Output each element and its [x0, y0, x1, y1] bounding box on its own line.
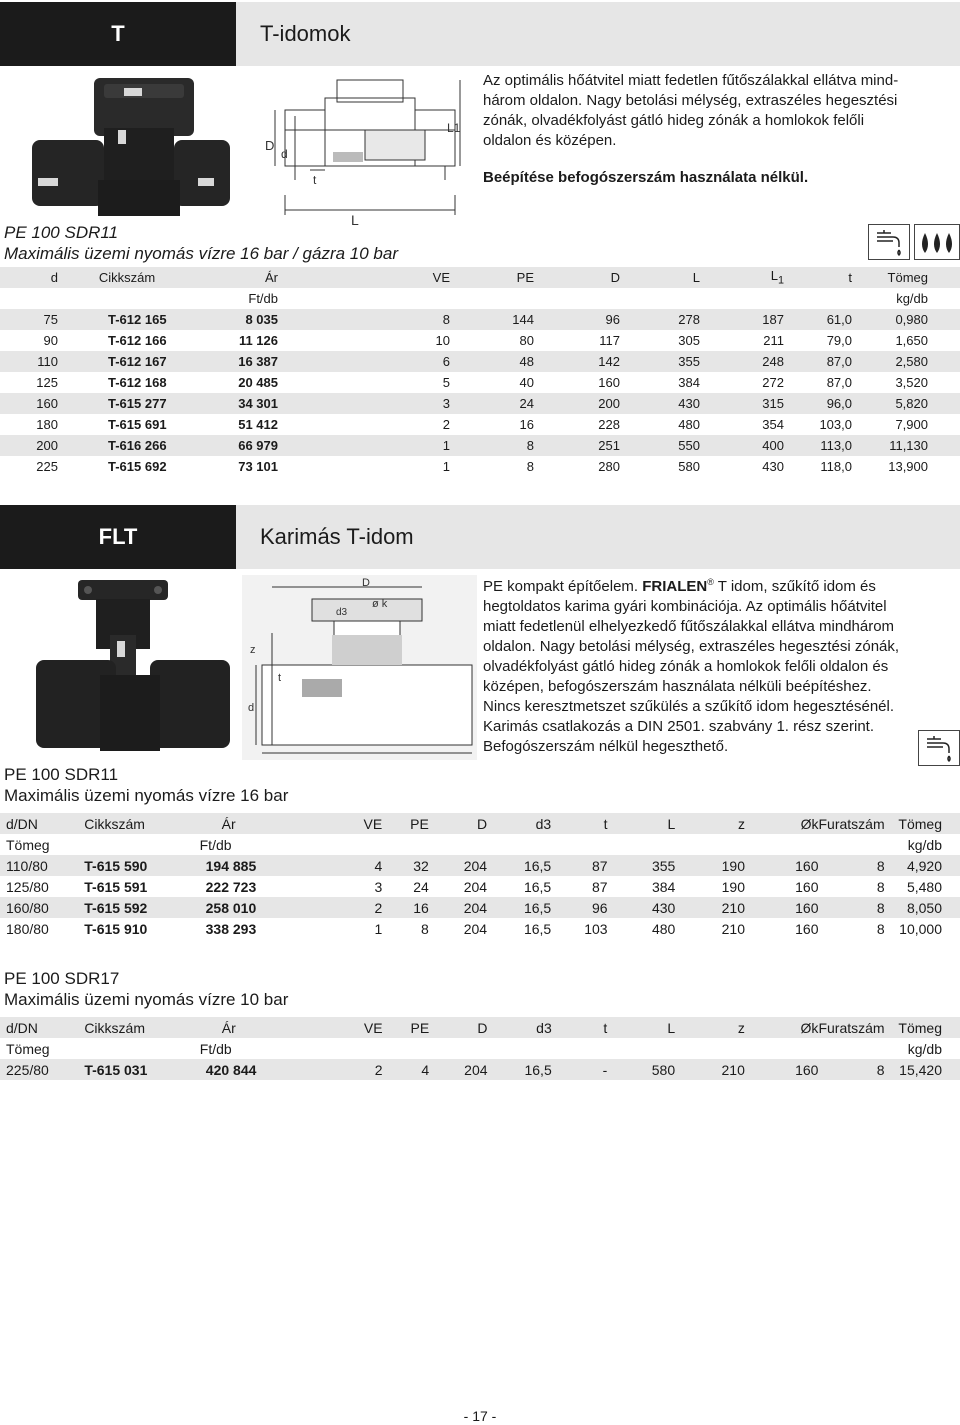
table-cell: 8: [876, 920, 885, 937]
table-cell: 3: [278, 393, 450, 414]
table-cell: 2: [442, 417, 450, 432]
table-header-row: [0, 267, 960, 288]
section-header-flt: [0, 505, 960, 569]
table-cell: 251: [534, 435, 620, 456]
table-cell: T-615 692: [108, 459, 167, 474]
desc-line: oldalon és középen.: [483, 132, 617, 149]
table-cell: 8: [421, 920, 429, 937]
col-header: Furatszám: [818, 1017, 884, 1038]
table-cell: 210: [675, 1059, 745, 1080]
col-header: VE: [319, 813, 383, 834]
table-row: [0, 876, 960, 897]
dim-label-D: D: [362, 577, 370, 589]
col-header: PE: [383, 1017, 430, 1038]
section-code: T: [0, 2, 236, 66]
table-cell: 160: [745, 1059, 819, 1080]
col-header: L: [608, 813, 676, 834]
dim-label-D: D: [265, 138, 275, 153]
col-unit: Ft/db: [199, 1040, 232, 1057]
table-cell: 211: [763, 333, 784, 348]
dim-label-L: L: [351, 212, 359, 228]
installation-note: Beépítése befogószerszám használata nélkül.: [483, 169, 809, 186]
col-header: d3: [488, 1017, 552, 1038]
table-cell: 110/80: [0, 855, 84, 876]
registered-mark: ®: [707, 577, 714, 587]
table-cell: 580: [678, 459, 700, 474]
table-cell: 278: [620, 309, 700, 330]
table-cell: 384: [651, 878, 676, 895]
table-cell: 225: [36, 459, 58, 474]
table-row: [0, 456, 960, 477]
table-cell: 5,480: [906, 878, 942, 895]
table-cell: 480: [651, 920, 676, 937]
table-cell: 228: [598, 417, 620, 432]
table-cell: 11 126: [238, 333, 278, 348]
table-cell: 117: [599, 333, 620, 348]
spec-pressure: Maximális üzemi nyomás vízre 16 bar: [4, 786, 289, 805]
flt-sdr11-table: [0, 813, 960, 939]
table-cell: T-612 167: [68, 351, 186, 372]
table-cell: 73 101: [238, 459, 278, 474]
table-cell: 125/80: [6, 878, 49, 895]
section1-description: [483, 71, 953, 188]
desc-text: PE kompakt építőelem.: [483, 578, 643, 595]
table-cell: 8: [876, 878, 885, 895]
col-header: Tömeg: [885, 813, 960, 834]
table-cell: 87,0: [784, 351, 852, 372]
table-row: [0, 1059, 960, 1080]
table-cell: 210: [675, 897, 745, 918]
col-header: Øk: [745, 1017, 819, 1038]
table-cell: T-612 165: [68, 309, 186, 330]
table-cell: 200: [0, 435, 68, 456]
t-fitting-drawing: [255, 70, 475, 230]
gas-flame-icon: [914, 224, 960, 260]
col-header: d: [0, 267, 68, 288]
col-header: t: [551, 813, 607, 834]
col-header: L: [607, 1017, 675, 1038]
spec-title: [4, 764, 288, 806]
table-cell: T-615 910: [84, 920, 148, 937]
table-cell: 79,0: [826, 333, 852, 348]
desc-line: Az optimális hőátvitel miatt fedetlen fűtőszálakkal ellátva mind-: [483, 72, 899, 89]
table-row: [0, 855, 960, 876]
desc-line: középen, befogószerszám használata nélküli beépítéshez.: [483, 678, 872, 695]
table-cell: 8: [278, 309, 450, 330]
table-cell: 5: [442, 375, 450, 390]
table-cell: 24: [450, 393, 534, 414]
desc-line: olvadékfolyást gátló hideg zónák a homlokok felőli oldalon és: [483, 658, 889, 675]
table-cell: 16: [519, 417, 534, 432]
col-header: Tömeg: [885, 1017, 960, 1038]
table-cell: 160: [745, 897, 818, 918]
table-cell: 13,900: [888, 459, 928, 474]
table-cell: 8: [450, 435, 534, 456]
table-cell: 103: [584, 920, 608, 937]
col-header: D: [429, 1017, 487, 1038]
table-cell: 338 293: [205, 920, 257, 937]
section-title: Karimás T-idom: [260, 524, 414, 549]
table-cell: 103,0: [819, 417, 852, 432]
table-cell: 210: [721, 920, 745, 937]
table-cell: 305: [678, 333, 700, 348]
table-subheader-row: [0, 1038, 960, 1059]
table-cell: 6: [278, 351, 450, 372]
table-cell: 24: [413, 878, 429, 895]
table-cell: 222 723: [205, 878, 257, 895]
table-cell: 180/80: [6, 920, 49, 937]
table-cell: 204: [463, 878, 488, 895]
col-header: t: [552, 1017, 608, 1038]
table-cell: T-612 166: [108, 333, 167, 348]
col-header: VE: [319, 1017, 383, 1038]
flt-fitting-drawing: [242, 575, 477, 760]
table-cell: 225/80: [0, 1059, 84, 1080]
table-cell: 48: [450, 351, 534, 372]
table-cell: 142: [534, 351, 620, 372]
desc-line: három oldalon. Nagy betolási mélység, extraszéles hegesztési: [483, 92, 898, 109]
col-unit: Ft/db: [248, 291, 278, 306]
table-cell: 90: [43, 333, 58, 348]
table-cell: 96: [551, 897, 607, 918]
spec-pressure: Maximális üzemi nyomás vízre 16 bar / gázra 10 bar: [4, 244, 398, 263]
table-cell: 1: [374, 920, 383, 937]
table-cell: 3: [374, 878, 383, 895]
page-number: - 17 -: [463, 1408, 497, 1424]
table-cell: 160: [598, 375, 620, 390]
col-header: Cikkszám: [84, 813, 199, 834]
table-cell: 3,520: [895, 375, 928, 390]
table-cell: T-615 592: [84, 897, 199, 918]
t-fitting-table: [0, 267, 960, 477]
desc-line: Karimás csatlakozás a DIN 2501. szabvány 1. rész szerint.: [483, 718, 874, 735]
spec-sdr: PE 100 SDR17: [4, 969, 120, 988]
water-tap-icon: [918, 730, 960, 766]
table-cell: 355: [608, 855, 676, 876]
table-cell: 8,050: [885, 897, 960, 918]
col-header: L: [620, 267, 700, 288]
table-cell: 87: [551, 855, 607, 876]
spec-sdr: PE 100 SDR11: [4, 765, 119, 784]
table-cell: 194 885: [200, 855, 319, 876]
col-header: d/DN: [0, 813, 84, 834]
table-header-row: [0, 1017, 960, 1038]
table-cell: 430: [762, 459, 784, 474]
col-header: d3: [487, 813, 551, 834]
section-title: T-idomok: [260, 21, 351, 46]
table-row: [0, 372, 960, 393]
table-cell: 580: [607, 1059, 675, 1080]
col-header: Cikkszám: [84, 1017, 199, 1038]
spec-title: [4, 222, 398, 264]
table-cell: 420 844: [200, 1059, 319, 1080]
table-cell: 5,820: [852, 393, 960, 414]
table-cell: 80: [519, 333, 534, 348]
table-row: [0, 897, 960, 918]
table-cell: 160: [745, 855, 818, 876]
table-cell: 144: [450, 309, 534, 330]
table-cell: 160/80: [0, 897, 84, 918]
table-cell: 40: [519, 375, 534, 390]
table-cell: 1: [278, 435, 450, 456]
table-subheader-row: [0, 834, 960, 855]
table-cell: 160: [795, 878, 819, 895]
table-cell: 204: [429, 897, 487, 918]
table-row: [0, 351, 960, 372]
table-cell: 1: [442, 459, 450, 474]
desc-text: T idom, szűkítő idom és: [713, 578, 876, 595]
dim-label-k: ø k: [372, 598, 388, 610]
dim-label-d: d: [281, 147, 288, 161]
table-cell: T-615 031: [84, 1059, 199, 1080]
table-cell: 258 010: [200, 897, 319, 918]
table-cell: 16,5: [523, 878, 552, 895]
table-cell: 430: [620, 393, 700, 414]
col-unit: kg/db: [907, 1040, 942, 1057]
col-header: Ár: [200, 1017, 319, 1038]
table-cell: 8: [818, 897, 884, 918]
table-cell: 2: [319, 1059, 383, 1080]
table-cell: 400: [700, 435, 784, 456]
table-cell: 16,5: [487, 897, 551, 918]
table-cell: 550: [620, 435, 700, 456]
table-cell: 87,0: [826, 375, 852, 390]
table-header-row: [0, 813, 960, 834]
col-header: VE: [278, 267, 450, 288]
col-header: Furatszám: [818, 813, 884, 834]
table-cell: 7,900: [895, 417, 928, 432]
table-cell: 11,130: [852, 435, 960, 456]
table-cell: 20 485: [238, 375, 278, 390]
table-cell: 190: [675, 855, 745, 876]
table-cell: 8: [818, 1059, 884, 1080]
table-cell: 87: [591, 878, 608, 895]
table-cell: 280: [598, 459, 620, 474]
table-cell: T-615 590: [84, 855, 199, 876]
brand-name: FRIALEN: [642, 578, 708, 595]
table-cell: 354: [762, 417, 784, 432]
table-cell: 125: [36, 375, 58, 390]
table-cell: 160: [795, 920, 819, 937]
col-header-sub: 1: [777, 274, 784, 287]
col-unit: Ft/db: [199, 836, 232, 853]
col-header: D: [534, 267, 620, 288]
spec-pressure: Maximális üzemi nyomás vízre 10 bar: [4, 990, 289, 1009]
col-unit: Tömeg: [6, 1040, 50, 1057]
dim-label-L1: L1: [447, 121, 461, 135]
col-header: Ár: [200, 813, 319, 834]
col-header: t: [784, 267, 852, 288]
col-unit: kg/db: [896, 291, 928, 306]
table-cell: 32: [382, 855, 429, 876]
table-subheader-row: [0, 288, 960, 309]
dim-label-d: d: [248, 702, 255, 714]
table-cell: 204: [429, 855, 487, 876]
table-cell: 180: [36, 417, 58, 432]
table-cell: 315: [700, 393, 784, 414]
table-cell: 355: [620, 351, 700, 372]
table-cell: 204: [463, 920, 488, 937]
table-cell: 430: [608, 897, 676, 918]
section-header-t: [0, 2, 960, 66]
table-cell: 75: [0, 309, 68, 330]
table-cell: 190: [721, 878, 745, 895]
table-cell: 4: [319, 855, 383, 876]
table-cell: T-612 168: [108, 375, 167, 390]
col-header: Ár: [186, 267, 278, 288]
table-cell: 16,5: [488, 1059, 552, 1080]
table-cell: 200: [534, 393, 620, 414]
desc-line: zónák, olvadékfolyást gátló hideg zónák a homlokok felőli: [483, 112, 865, 129]
table-cell: 384: [678, 375, 700, 390]
table-row: [0, 918, 960, 939]
table-cell: 480: [678, 417, 700, 432]
table-cell: 34 301: [186, 393, 278, 414]
col-header-l1: [700, 267, 784, 288]
table-cell: 248: [700, 351, 784, 372]
dim-label-t: t: [278, 672, 282, 684]
table-cell: 160: [0, 393, 68, 414]
col-header: PE: [450, 267, 534, 288]
table-cell: 204: [429, 1059, 487, 1080]
table-cell: 96,0: [784, 393, 852, 414]
table-cell: T-615 591: [84, 878, 148, 895]
col-header: Tömeg: [852, 267, 960, 288]
flt-sdr17-table: [0, 1017, 960, 1080]
table-row: [0, 309, 960, 330]
table-cell: T-615 277: [68, 393, 186, 414]
col-header: z: [675, 813, 745, 834]
table-cell: 110: [0, 351, 68, 372]
desc-line: Befogószerszám nélkül hegeszthető.: [483, 738, 729, 755]
table-cell: 51 412: [238, 417, 278, 432]
table-cell: 187: [700, 309, 784, 330]
flt-fitting-photo: [30, 575, 235, 755]
col-header: Cikkszám: [68, 267, 186, 288]
table-cell: 10,000: [899, 920, 942, 937]
desc-line: miatt fedetlenül elhelyezkedő fűtőszálakkal ellátva mindhárom: [483, 618, 895, 635]
table-row: [0, 414, 960, 435]
table-cell: 0,980: [852, 309, 960, 330]
col-unit: kg/db: [907, 836, 942, 853]
table-cell: 16: [382, 897, 429, 918]
dim-label-d3: d3: [336, 607, 348, 618]
water-tap-icon: [868, 224, 910, 260]
table-cell: 113,0: [784, 435, 852, 456]
table-cell: 15,420: [885, 1059, 960, 1080]
table-cell: 8 035: [186, 309, 278, 330]
table-cell: 1,650: [895, 333, 928, 348]
col-header: Øk: [745, 813, 818, 834]
desc-line: oldalon. Nagy betolási mélység, extraszéles hegesztési zónák,: [483, 638, 900, 655]
table-cell: 8: [818, 855, 884, 876]
table-cell: -: [552, 1059, 608, 1080]
dim-label-z: z: [250, 644, 256, 656]
desc-line: hegtoldatos karima gyári kombinációja. Az optimális hőátvitel: [483, 598, 887, 615]
section-code: FLT: [0, 505, 236, 569]
table-cell: 272: [762, 375, 784, 390]
table-cell: 4,920: [885, 855, 960, 876]
col-unit: Tömeg: [6, 836, 50, 853]
table-row: [0, 330, 960, 351]
table-cell: 16 387: [186, 351, 278, 372]
section2-description: [483, 572, 958, 757]
col-header: L: [770, 268, 778, 284]
table-cell: 2: [319, 897, 383, 918]
dim-label-t: t: [313, 173, 317, 187]
col-header: z: [675, 1017, 745, 1038]
table-cell: 96: [534, 309, 620, 330]
desc-line: Nincs keresztmetszet szűkülés a szűkítő idom hegesztésénél.: [483, 698, 895, 715]
desc-line: [483, 572, 958, 597]
col-header: D: [429, 813, 487, 834]
spec-sdr: PE 100 SDR11: [4, 223, 119, 242]
spec-title: [4, 968, 288, 1010]
table-cell: 10: [435, 333, 450, 348]
table-cell: 2,580: [852, 351, 960, 372]
col-header: PE: [382, 813, 429, 834]
col-header: d/DN: [0, 1017, 84, 1038]
table-cell: 61,0: [784, 309, 852, 330]
t-fitting-photo: [28, 70, 233, 220]
table-cell: 4: [383, 1059, 430, 1080]
table-cell: 66 979: [186, 435, 278, 456]
table-row: [0, 435, 960, 456]
table-cell: T-616 266: [68, 435, 186, 456]
table-cell: 8: [526, 459, 534, 474]
table-cell: 16,5: [523, 920, 552, 937]
table-row: [0, 393, 960, 414]
table-cell: T-615 691: [108, 417, 167, 432]
table-cell: 16,5: [487, 855, 551, 876]
table-cell: 118,0: [820, 459, 852, 474]
